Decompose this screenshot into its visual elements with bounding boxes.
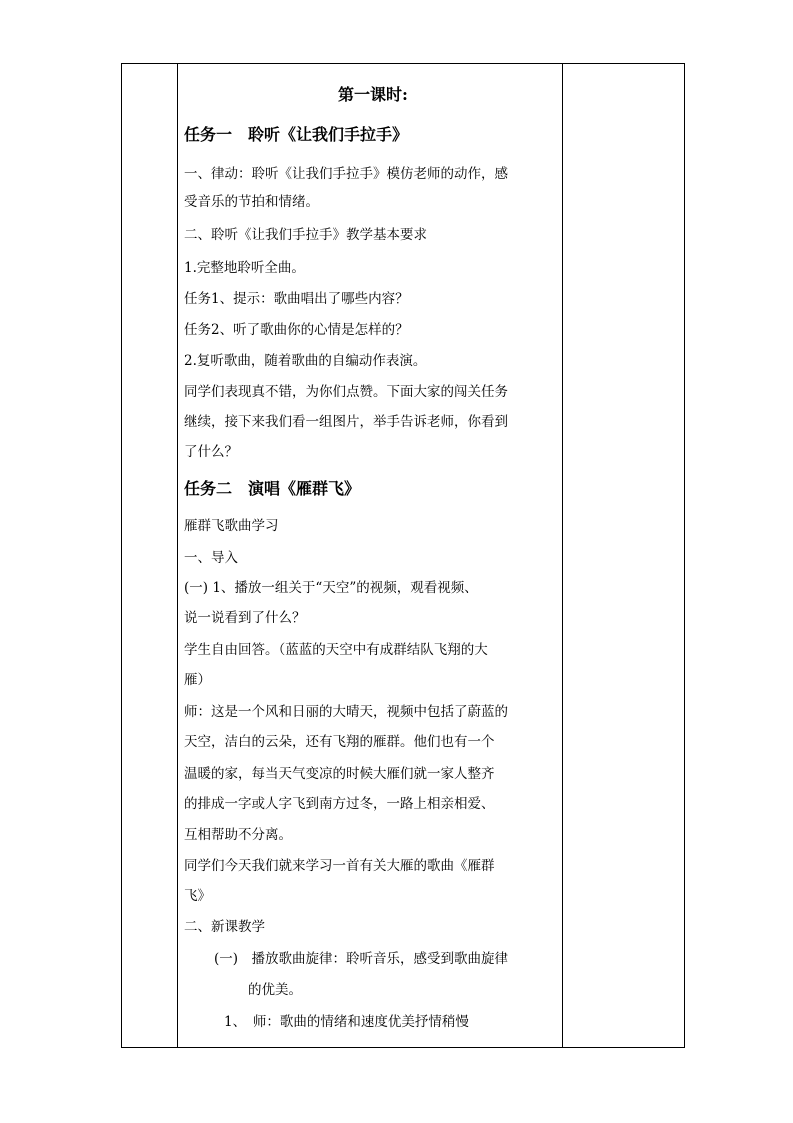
task2-heading: 任务二 演唱《雁群飞》 <box>184 479 361 498</box>
text-line: 学生自由回答。（蓝蓝的天空中有成群结队飞翔的大 <box>184 642 488 658</box>
column-divider-right <box>562 64 563 1047</box>
text-line: 任务2、听了歌曲你的心情是怎样的？ <box>184 322 409 338</box>
text-line: 温暖的家，每当天气变凉的时候大雁们就一家人整齐 <box>184 766 495 782</box>
text-line: 雁群飞歌曲学习 <box>184 518 279 534</box>
text-line: 一、导入 <box>184 550 238 566</box>
text-line: 二、聆听《让我们手拉手》教学基本要求 <box>184 227 427 243</box>
text-line: 同学们表现真不错，为你们点赞。下面大家的闯关任务 <box>184 384 508 400</box>
text-line: 2.复听歌曲，随着歌曲的自编动作表演。 <box>184 353 427 369</box>
text-line: 任务1、提示：歌曲唱出了哪些内容？ <box>184 291 409 307</box>
text-line: 说一说看到了什么？ <box>184 610 306 626</box>
text-line: 1.完整地聆听全曲。 <box>184 260 305 276</box>
text-line: 了什么？ <box>184 444 238 460</box>
text-line: 继续，接下来我们看一组图片，举手告诉老师，你看到 <box>184 414 508 430</box>
text-line: 一、律动：聆听《让我们手拉手》模仿老师的动作，感 <box>184 166 508 182</box>
text-line: 飞》 <box>184 888 211 904</box>
column-divider-left <box>177 64 178 1047</box>
text-line: 师：这是一个风和日丽的大晴天，视频中包括了蔚蓝的 <box>184 704 508 720</box>
text-line: 受音乐的节拍和情绪。 <box>184 194 319 210</box>
text-line: 的排成一字或人字飞到南方过冬，一路上相亲相爱、 <box>184 796 495 812</box>
text-line: 互相帮助不分离。 <box>184 827 292 843</box>
text-line: (一) 1、播放一组关于“天空”的视频，观看视频、 <box>184 580 478 596</box>
text-line: 天空，洁白的云朵，还有飞翔的雁群。他们也有一个 <box>184 734 495 750</box>
text-line: 二、新课教学 <box>184 919 265 935</box>
text-line: 同学们今天我们就来学习一首有关大雁的歌曲《雁群 <box>184 858 495 874</box>
text-line: 的优美。 <box>248 982 302 998</box>
task1-heading: 任务一 聆听《让我们手拉手》 <box>184 125 409 144</box>
lesson-title: 第一课时: <box>338 85 408 104</box>
lesson-plan-table <box>121 63 685 1048</box>
text-line: 1、 师：歌曲的情绪和速度优美抒情稍慢 <box>224 1014 469 1030</box>
text-line: (一) 播放歌曲旋律：聆听音乐，感受到歌曲旋律 <box>214 951 509 967</box>
text-line: 雁） <box>184 672 211 688</box>
